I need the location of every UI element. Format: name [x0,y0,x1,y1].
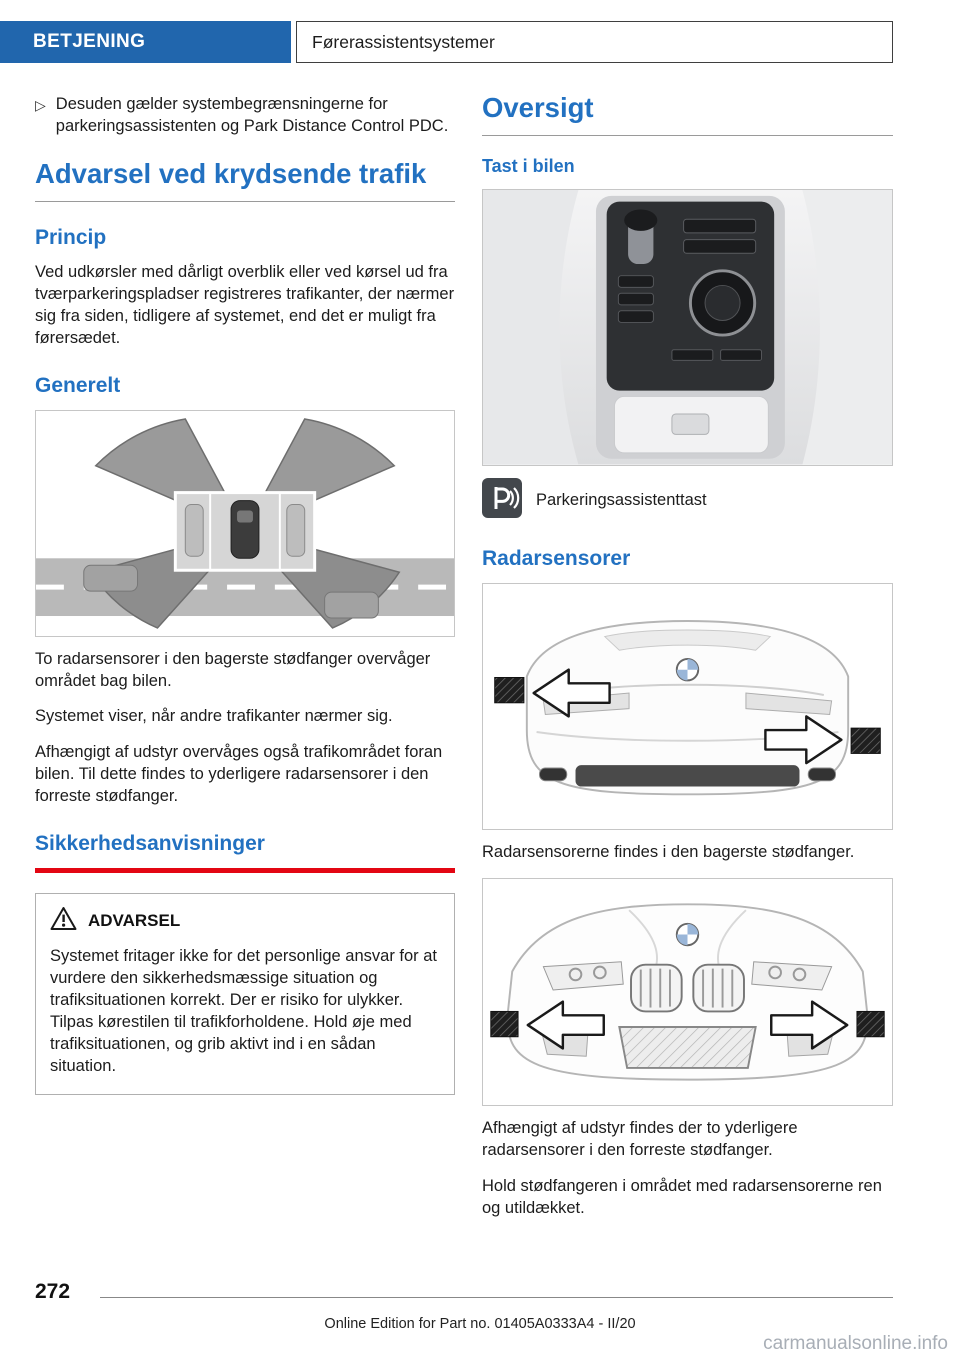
content-columns [35,92,893,1234]
page-number: 272 [35,1280,71,1303]
body-paragraph: Hold stødfangeren i området med radarsensorerne ren og utildækket. [482,1176,882,1217]
front-sensors-illustration [483,879,892,1105]
warning-text: Systemet fritager ikke for det personlige ansvar for at vurdere den sikkerhedsmæssige situation og trafiksituationen korrekt. Der er risiko for ulykker. Tilpas kørestilen til trafikforholdene. Hold øje med trafiksituationen, og grib aktivt ind i en sådan situation. [50,947,438,1075]
subheading-generelt: Generelt [35,373,121,397]
body-paragraph: Afhængigt af udstyr overvåges også trafikområdet foran bilen. Til dette findes to yderligere radarsensorer i den forreste stødfanger. [35,743,443,806]
subheading-sikkerhedsanvisninger: Sikkerhedsanvisninger [35,832,265,856]
warning-divider [35,868,455,873]
right-column [482,92,893,1234]
section-heading-oversigt: Oversigt [482,92,893,136]
rear-sensors-illustration [483,584,892,829]
edition-note: Online Edition for Part no. 01405A0333A4 - II/20 [324,1316,636,1332]
subheading-tast-i-bilen: Tast i bilen [482,156,575,177]
body-paragraph: To radarsensorer i den bagerste stødfanger overvåger området bag bilen. [35,649,431,690]
footer-rule [100,1297,893,1298]
radar-coverage-figure [35,410,455,637]
body-paragraph: Systemet viser, når andre trafikanter nærmer sig. [35,707,393,726]
center-console-photo [483,190,892,465]
rear-sensors-figure [482,583,893,830]
watermark: carmanualsonline.info [763,1333,948,1354]
list-item [35,94,455,138]
section-heading-crossing-traffic: Advarsel ved krydsende trafik [35,158,455,202]
page-header [0,21,893,63]
warning-label: ADVARSEL [88,911,181,931]
body-paragraph: Ved udkørsler med dårligt overblik eller ved kørsel ud fra tværparkeringspladser registreres trafikanter, der nærmer sig fra siden, tidligere af systemet, end det er muligt fra førersædet. [35,262,455,347]
button-caption-row [482,478,893,523]
triangle-bullet-icon: ▷ [35,97,46,113]
chapter-tab: BETJENING [0,21,291,63]
warning-triangle-icon [50,906,77,936]
page-title: Førerassistentsystemer [296,21,893,63]
center-console-figure [482,189,893,466]
warning-header [50,906,440,936]
list-item-text: Desuden gælder systembegrænsningerne for parkeringsassistenten og Park Distance Control PDC. [55,95,449,135]
front-sensors-figure [482,878,893,1106]
left-column [35,92,455,1095]
radar-zones-illustration [36,411,454,636]
warning-box [35,893,455,1095]
subheading-princip: Princip [35,225,107,249]
body-paragraph: Radarsensorerne findes i den bagerste stødfanger. [482,843,855,862]
body-paragraph: Afhængigt af udstyr findes der to yderligere radarsensorer i den forreste stødfanger. [482,1118,798,1159]
button-caption-text: Parkeringsassistenttast [536,490,707,509]
subheading-radarsensorer: Radarsensorer [482,546,631,570]
parking-assist-icon [482,478,522,523]
